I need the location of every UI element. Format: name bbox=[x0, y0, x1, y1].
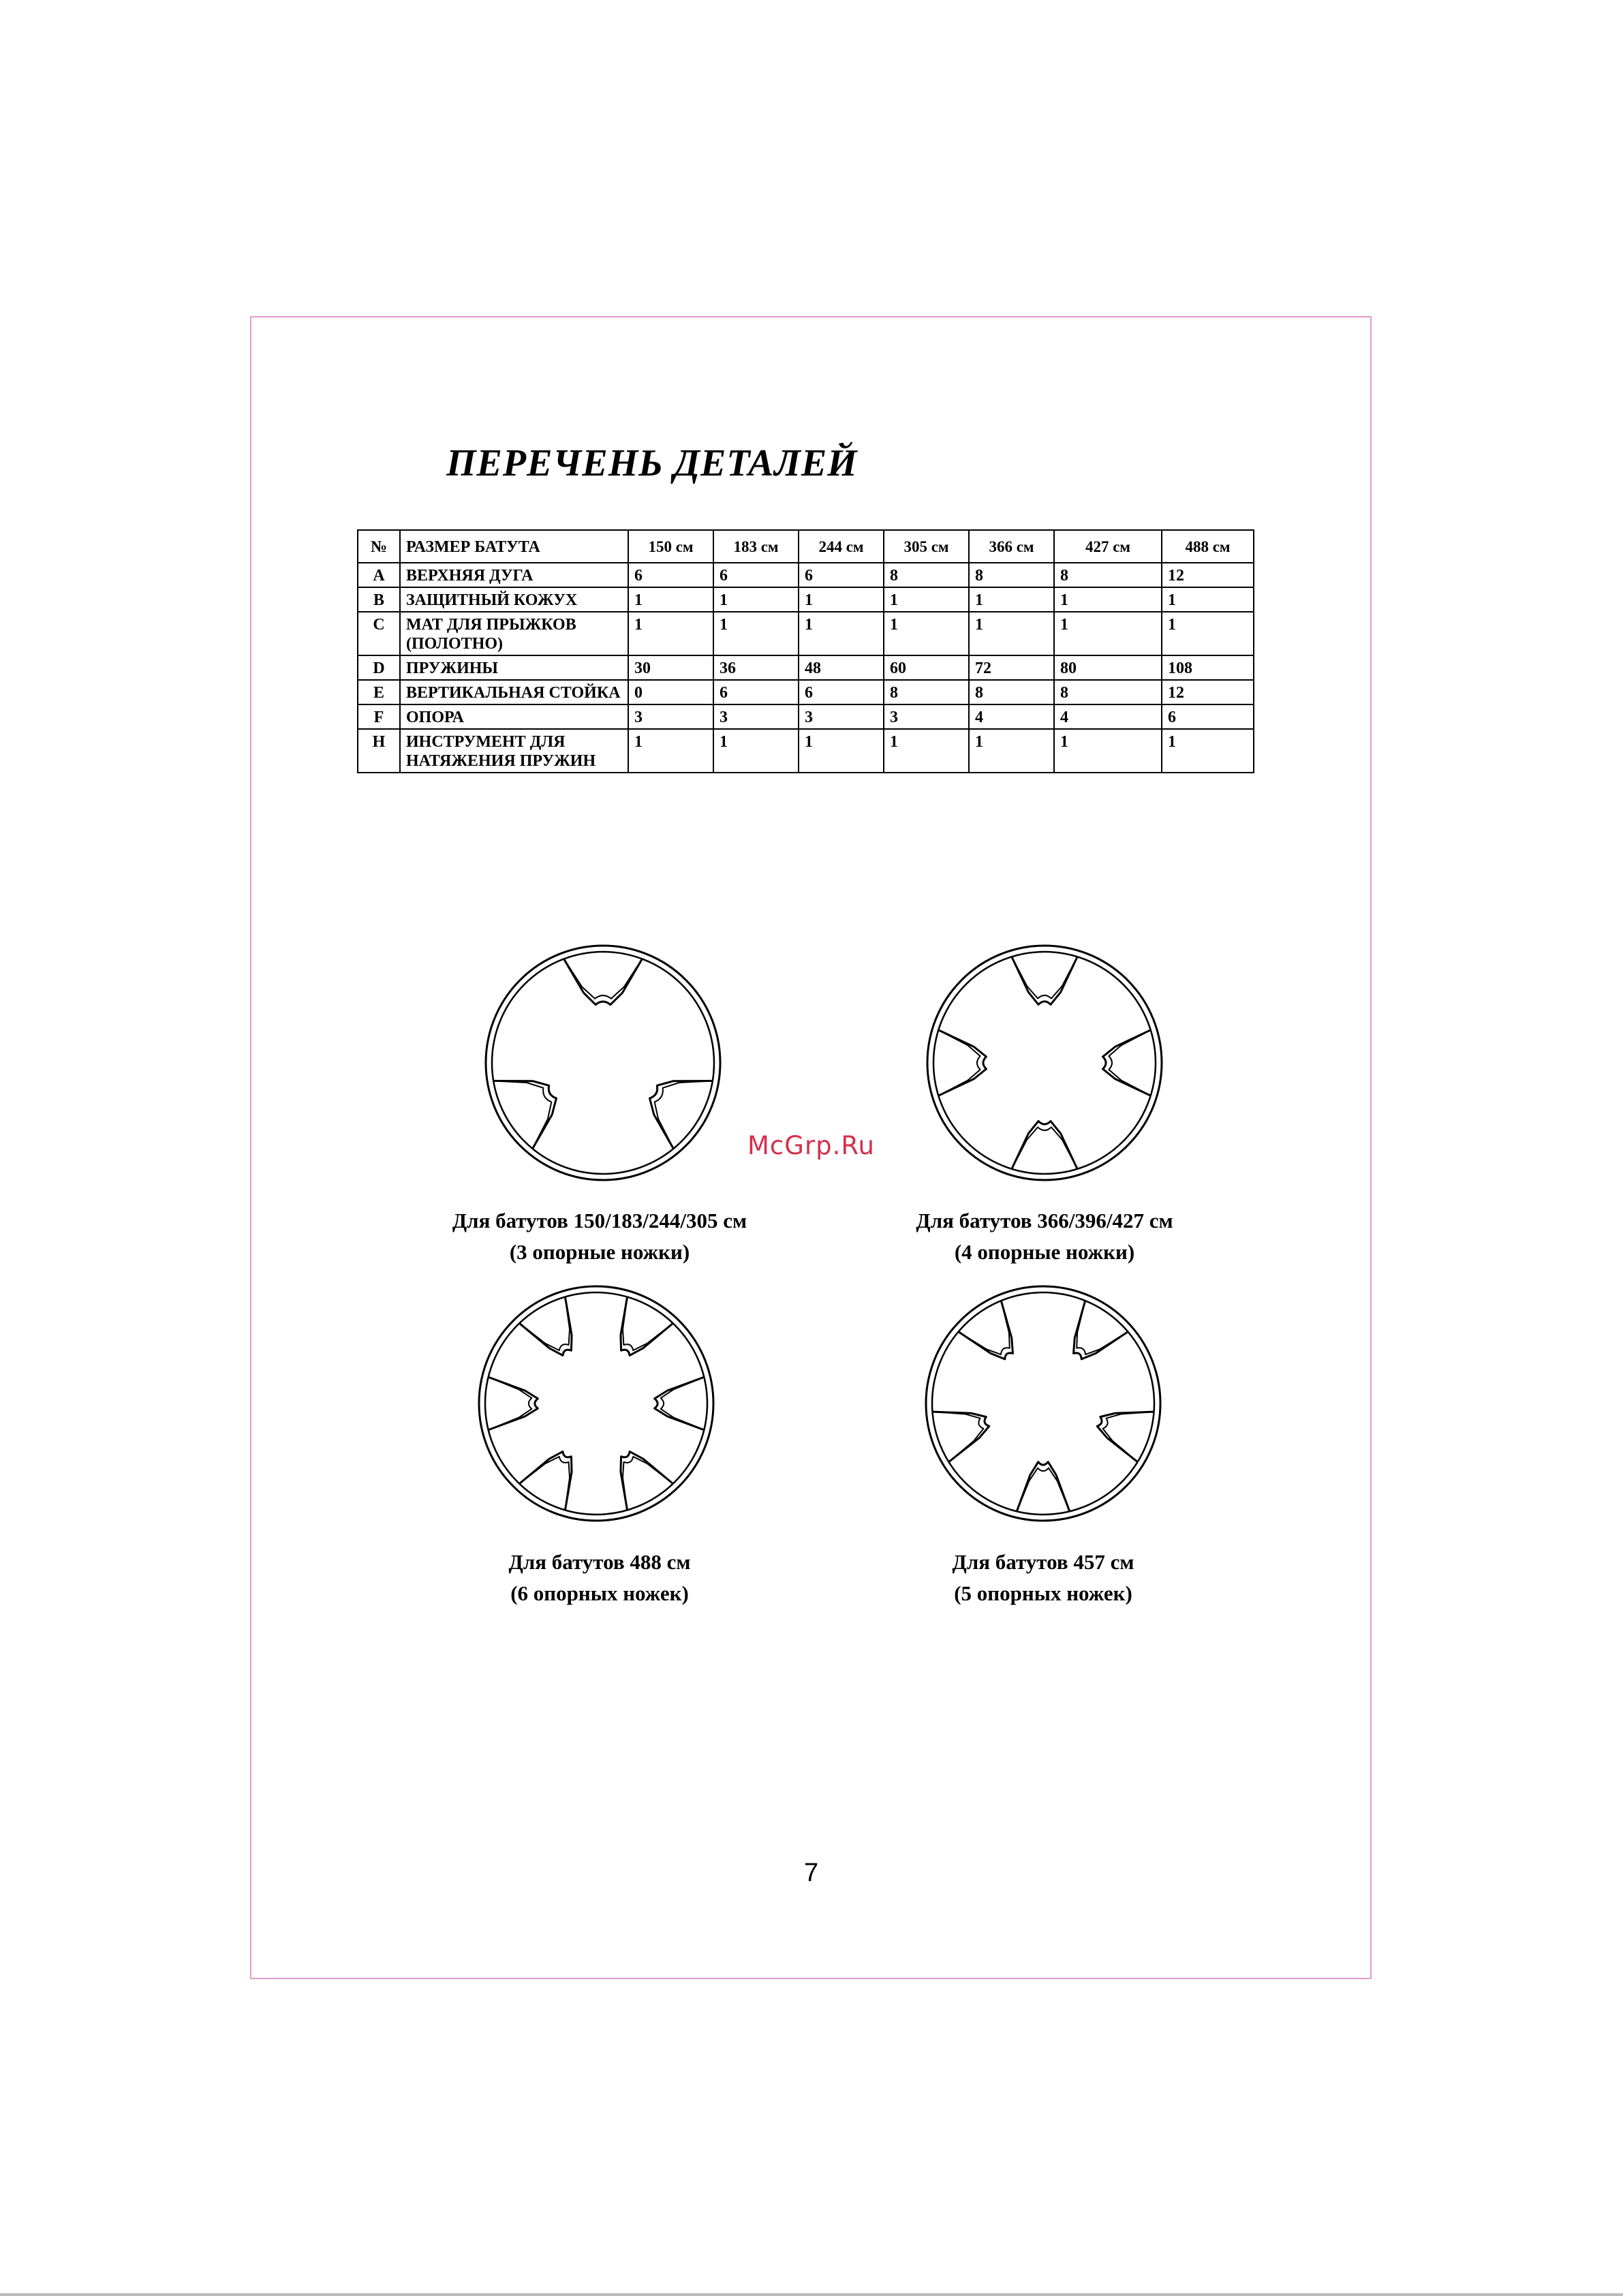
part-quantity: 1 bbox=[799, 729, 884, 773]
part-quantity: 1 bbox=[1054, 612, 1162, 655]
caption-line: (3 опорные ножки) bbox=[509, 1240, 690, 1264]
parts-table-body bbox=[358, 563, 1254, 773]
table-row bbox=[358, 680, 1254, 704]
page-title: ПЕРЕЧЕНЬ ДЕТАЛЕЙ bbox=[446, 442, 858, 484]
diagram-caption-4-legs bbox=[826, 1205, 1263, 1268]
part-quantity: 12 bbox=[1162, 563, 1254, 587]
part-quantity: 1 bbox=[969, 587, 1054, 612]
part-quantity: 72 bbox=[969, 655, 1054, 680]
part-quantity: 6 bbox=[628, 563, 713, 587]
part-quantity: 3 bbox=[628, 704, 713, 729]
bottom-divider bbox=[0, 2293, 1623, 2296]
trampoline-frame-icon bbox=[479, 1286, 713, 1521]
table-row bbox=[358, 612, 1254, 655]
part-name: ИНСТРУМЕНТ ДЛЯ НАТЯЖЕНИЯ ПРУЖИН bbox=[400, 729, 628, 773]
header-number: № bbox=[358, 530, 400, 563]
caption-line: (4 опорные ножки) bbox=[954, 1240, 1135, 1264]
part-code: A bbox=[358, 563, 400, 587]
part-quantity: 1 bbox=[1054, 587, 1162, 612]
part-quantity: 8 bbox=[1054, 680, 1162, 704]
part-quantity: 4 bbox=[1054, 704, 1162, 729]
part-quantity: 4 bbox=[969, 704, 1054, 729]
part-quantity: 1 bbox=[628, 587, 713, 612]
part-quantity: 8 bbox=[969, 680, 1054, 704]
part-quantity: 1 bbox=[969, 729, 1054, 773]
watermark: McGrp.Ru bbox=[747, 1131, 875, 1160]
part-quantity: 60 bbox=[884, 655, 969, 680]
part-quantity: 6 bbox=[799, 680, 884, 704]
caption-line: (6 опорных ножек) bbox=[510, 1581, 689, 1605]
part-quantity: 1 bbox=[713, 729, 799, 773]
part-quantity: 36 bbox=[713, 655, 799, 680]
page-number: 7 bbox=[804, 1859, 819, 1887]
table-row bbox=[358, 729, 1254, 773]
part-name: ЗАЩИТНЫЙ КОЖУХ bbox=[400, 587, 628, 612]
part-quantity: 3 bbox=[799, 704, 884, 729]
frame-diagram-4-legs bbox=[918, 937, 1171, 1189]
part-quantity: 6 bbox=[713, 680, 799, 704]
part-quantity: 48 bbox=[799, 655, 884, 680]
trampoline-frame-icon bbox=[486, 946, 720, 1180]
caption-line: Для батутов 366/396/427 см bbox=[916, 1209, 1173, 1232]
trampoline-frame-icon bbox=[926, 1286, 1160, 1521]
part-quantity: 8 bbox=[1054, 563, 1162, 587]
part-quantity: 1 bbox=[1054, 729, 1162, 773]
table-row bbox=[358, 563, 1254, 587]
part-quantity: 30 bbox=[628, 655, 713, 680]
frame-diagram-5-legs bbox=[917, 1277, 1169, 1530]
part-quantity: 3 bbox=[884, 704, 969, 729]
part-quantity: 3 bbox=[713, 704, 799, 729]
part-code: B bbox=[358, 587, 400, 612]
part-name: ВЕРТИКАЛЬНАЯ СТОЙКА bbox=[400, 680, 628, 704]
part-quantity: 1 bbox=[799, 612, 884, 655]
header-size: РАЗМЕР БАТУТА bbox=[400, 530, 628, 563]
part-code: E bbox=[358, 680, 400, 704]
part-quantity: 8 bbox=[884, 563, 969, 587]
parts-table bbox=[357, 529, 1254, 773]
header-244: 244 см bbox=[799, 530, 884, 563]
part-quantity: 1 bbox=[1162, 612, 1254, 655]
frame-diagram-6-legs bbox=[470, 1277, 722, 1530]
caption-line: Для батутов 457 см bbox=[952, 1550, 1134, 1574]
part-code: H bbox=[358, 729, 400, 773]
part-quantity: 6 bbox=[1162, 704, 1254, 729]
diagram-caption-3-legs bbox=[382, 1205, 818, 1268]
part-quantity: 1 bbox=[1162, 729, 1254, 773]
caption-line: Для батутов 488 см bbox=[508, 1550, 691, 1574]
part-name: ВЕРХНЯЯ ДУГА bbox=[400, 563, 628, 587]
part-code: F bbox=[358, 704, 400, 729]
part-quantity: 1 bbox=[713, 612, 799, 655]
part-quantity: 108 bbox=[1162, 655, 1254, 680]
part-quantity: 8 bbox=[884, 680, 969, 704]
header-183: 183 см bbox=[713, 530, 799, 563]
caption-line: Для батутов 150/183/244/305 см bbox=[452, 1209, 747, 1232]
header-150: 150 см bbox=[628, 530, 713, 563]
table-row bbox=[358, 655, 1254, 680]
part-name: ПРУЖИНЫ bbox=[400, 655, 628, 680]
header-427: 427 см bbox=[1054, 530, 1162, 563]
part-quantity: 1 bbox=[628, 612, 713, 655]
header-305: 305 см bbox=[884, 530, 969, 563]
part-quantity: 1 bbox=[628, 729, 713, 773]
table-header-row bbox=[358, 530, 1254, 563]
part-quantity: 1 bbox=[969, 612, 1054, 655]
part-quantity: 6 bbox=[799, 563, 884, 587]
part-quantity: 1 bbox=[884, 612, 969, 655]
table-row bbox=[358, 704, 1254, 729]
caption-line: (5 опорных ножек) bbox=[954, 1581, 1132, 1605]
part-quantity: 12 bbox=[1162, 680, 1254, 704]
part-quantity: 1 bbox=[713, 587, 799, 612]
part-quantity: 0 bbox=[628, 680, 713, 704]
part-quantity: 8 bbox=[969, 563, 1054, 587]
trampoline-frame-icon bbox=[927, 946, 1162, 1180]
header-488: 488 см bbox=[1162, 530, 1254, 563]
part-code: C bbox=[358, 612, 400, 655]
part-quantity: 80 bbox=[1054, 655, 1162, 680]
part-name: МАТ ДЛЯ ПРЫЖКОВ (ПОЛОТНО) bbox=[400, 612, 628, 655]
part-quantity: 1 bbox=[884, 729, 969, 773]
header-366: 366 см bbox=[969, 530, 1054, 563]
part-quantity: 6 bbox=[713, 563, 799, 587]
frame-diagram-3-legs bbox=[477, 937, 729, 1189]
diagram-caption-6-legs bbox=[382, 1547, 818, 1609]
part-quantity: 1 bbox=[1162, 587, 1254, 612]
part-quantity: 1 bbox=[884, 587, 969, 612]
part-name: ОПОРА bbox=[400, 704, 628, 729]
table-row bbox=[358, 587, 1254, 612]
part-quantity: 1 bbox=[799, 587, 884, 612]
part-code: D bbox=[358, 655, 400, 680]
diagram-caption-5-legs bbox=[825, 1547, 1261, 1609]
